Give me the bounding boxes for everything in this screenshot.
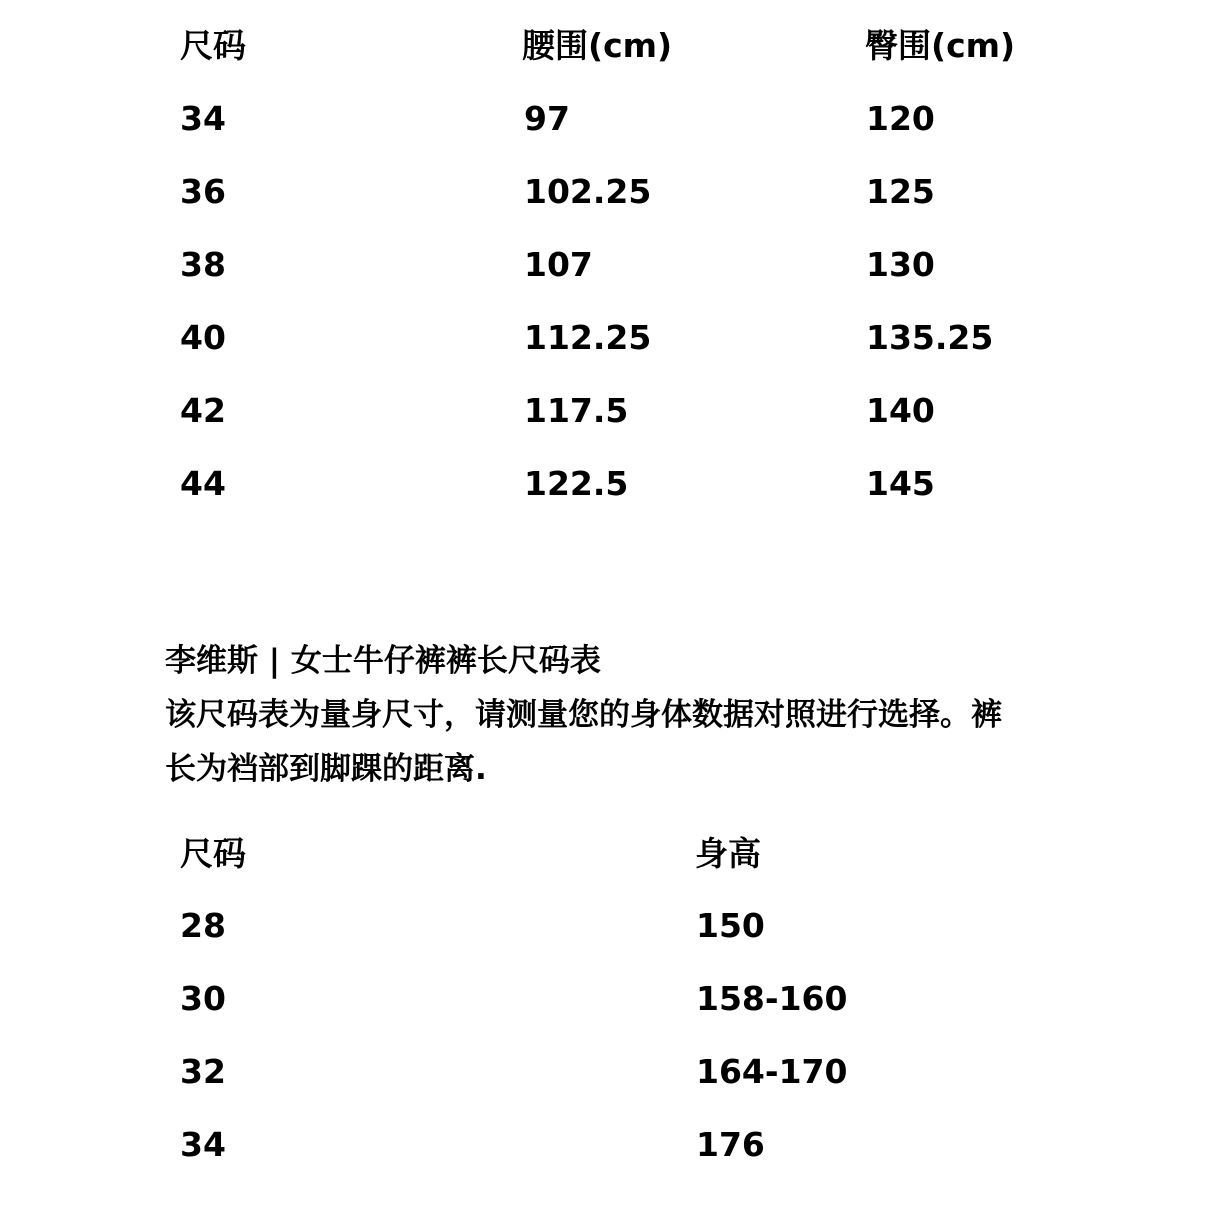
table1-row-1-waist: 97: [524, 99, 570, 138]
table1-row-6-waist: 122.5: [524, 464, 629, 503]
table1-row-6-hip: 145: [866, 464, 935, 503]
table1-row-4-waist: 112.25: [524, 318, 652, 357]
table2-row-1-size: 28: [180, 906, 226, 945]
table1-row-1-hip: 120: [866, 99, 935, 138]
table1-row-2-hip: 125: [866, 172, 935, 211]
table2-row-1-height: 150: [696, 906, 765, 945]
table1-row-3-hip: 130: [866, 245, 935, 284]
table2-header-height: 身高: [695, 834, 761, 873]
table1-row-3-waist: 107: [524, 245, 593, 284]
table1-row-3-size: 38: [180, 245, 226, 284]
table1-row-5-hip: 140: [866, 391, 935, 430]
table1-row-4-hip: 135.25: [866, 318, 994, 357]
table2-row-2-height: 158-160: [696, 979, 848, 1018]
table1-row-1-size: 34: [180, 99, 226, 138]
section-title: 李维斯 | 女士牛仔裤裤长尺码表: [165, 643, 601, 679]
table1-row-6-size: 44: [180, 464, 226, 503]
table1-row-5-waist: 117.5: [524, 391, 629, 430]
table2-header-size: 尺码: [180, 834, 246, 873]
table2-row-2-size: 30: [180, 979, 226, 1018]
table2-row-3-height: 164-170: [696, 1052, 848, 1091]
table1-header-size: 尺码: [180, 26, 246, 65]
table1-header-waist: 腰围(cm): [522, 26, 673, 65]
section-description-line-2: 长为裆部到脚踝的距离.: [165, 751, 487, 787]
table1-row-5-size: 42: [180, 391, 226, 430]
table1-row-2-waist: 102.25: [524, 172, 652, 211]
table1-row-4-size: 40: [180, 318, 226, 357]
table2-row-4-size: 34: [180, 1125, 226, 1164]
table1-row-2-size: 36: [180, 172, 226, 211]
section-description-line-1: 该尺码表为量身尺寸，请测量您的身体数据对照进行选择。裤: [165, 697, 1002, 733]
inseam-section-text: [165, 634, 1195, 796]
table2-row-4-height: 176: [696, 1125, 765, 1164]
table1-header-hip: 臀围(cm): [865, 26, 1016, 65]
table2-row-3-size: 32: [180, 1052, 226, 1091]
